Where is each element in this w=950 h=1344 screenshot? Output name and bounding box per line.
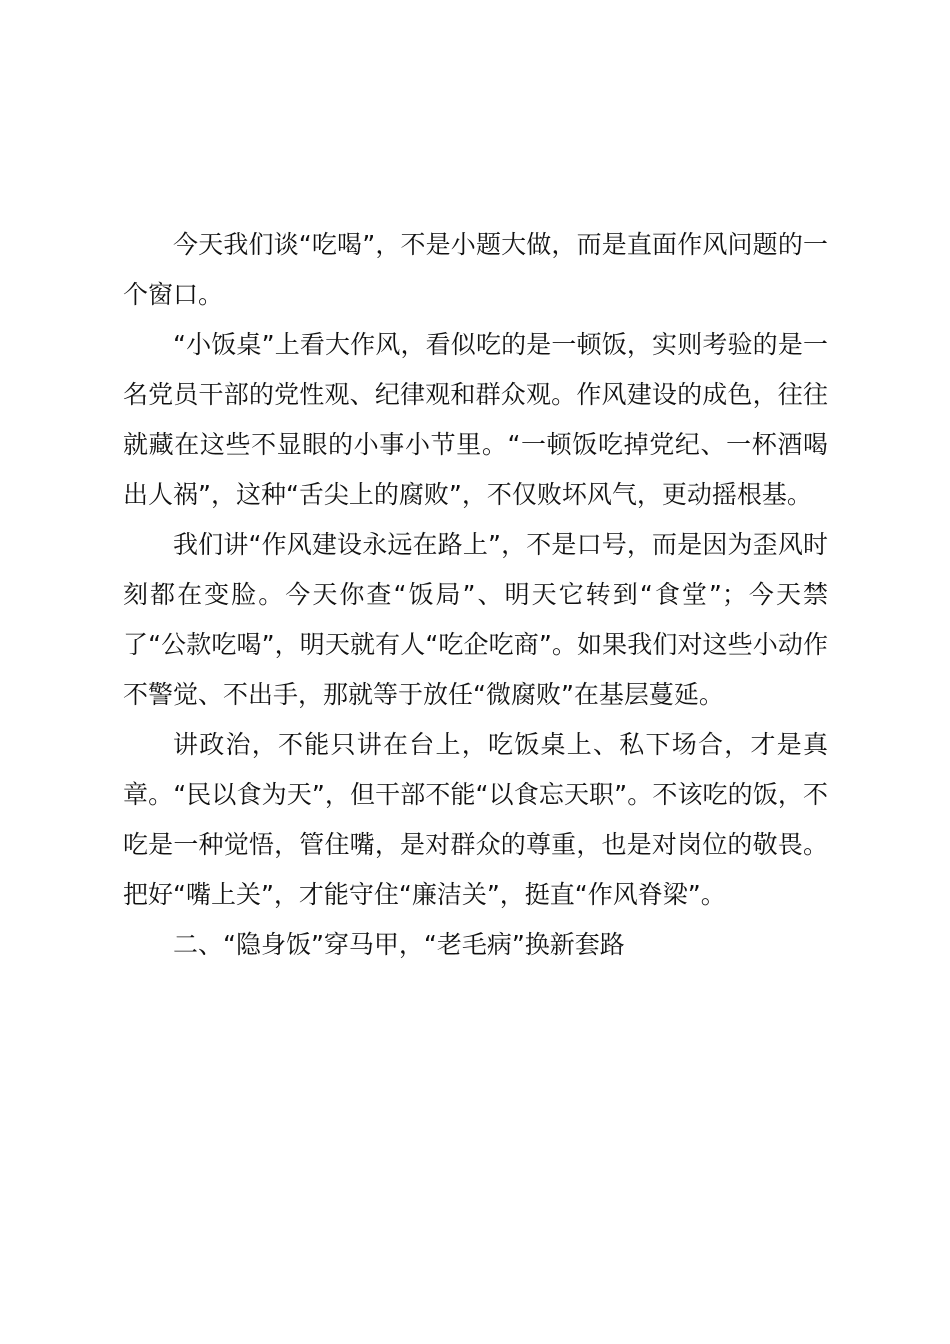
document-body xyxy=(123,220,828,970)
section-heading: 二、“隐身饭”穿马甲，“老毛病”换新套路 xyxy=(173,930,625,959)
paragraph-4: 讲政治，不能只讲在台上，吃饭桌上、私下场合，才是真章。“民以食为天”，但干部不能“以食忘天职”。不该吃的饭，不吃是一种觉悟，管住嘴，是对群众的尊重，也是对岗位的敬畏。把好“嘴上关”，才能守住“廉洁关”，挺直“作风脊梁”。 xyxy=(123,730,828,909)
paragraph-1: 今天我们谈“吃喝”，不是小题大做，而是直面作风问题的一个窗口。 xyxy=(123,230,828,309)
paragraph-2: “小饭桌”上看大作风，看似吃的是一顿饭，实则考验的是一名党员干部的党性观、纪律观和群众观。作风建设的成色，往往就藏在这些不显眼的小事小节里。“一顿饭吃掉党纪、一杯酒喝出人祸”，这种“舌尖上的腐败”，不仅败坏风气，更动摇根基。 xyxy=(123,330,828,509)
paragraph-3: 我们讲“作风建设永远在路上”，不是口号，而是因为歪风时刻都在变脸。今天你查“饭局”、明天它转到“食堂”；今天禁了“公款吃喝”，明天就有人“吃企吃商”。如果我们对这些小动作不警觉、不出手，那就等于放任“微腐败”在基层蔓延。 xyxy=(123,530,828,709)
